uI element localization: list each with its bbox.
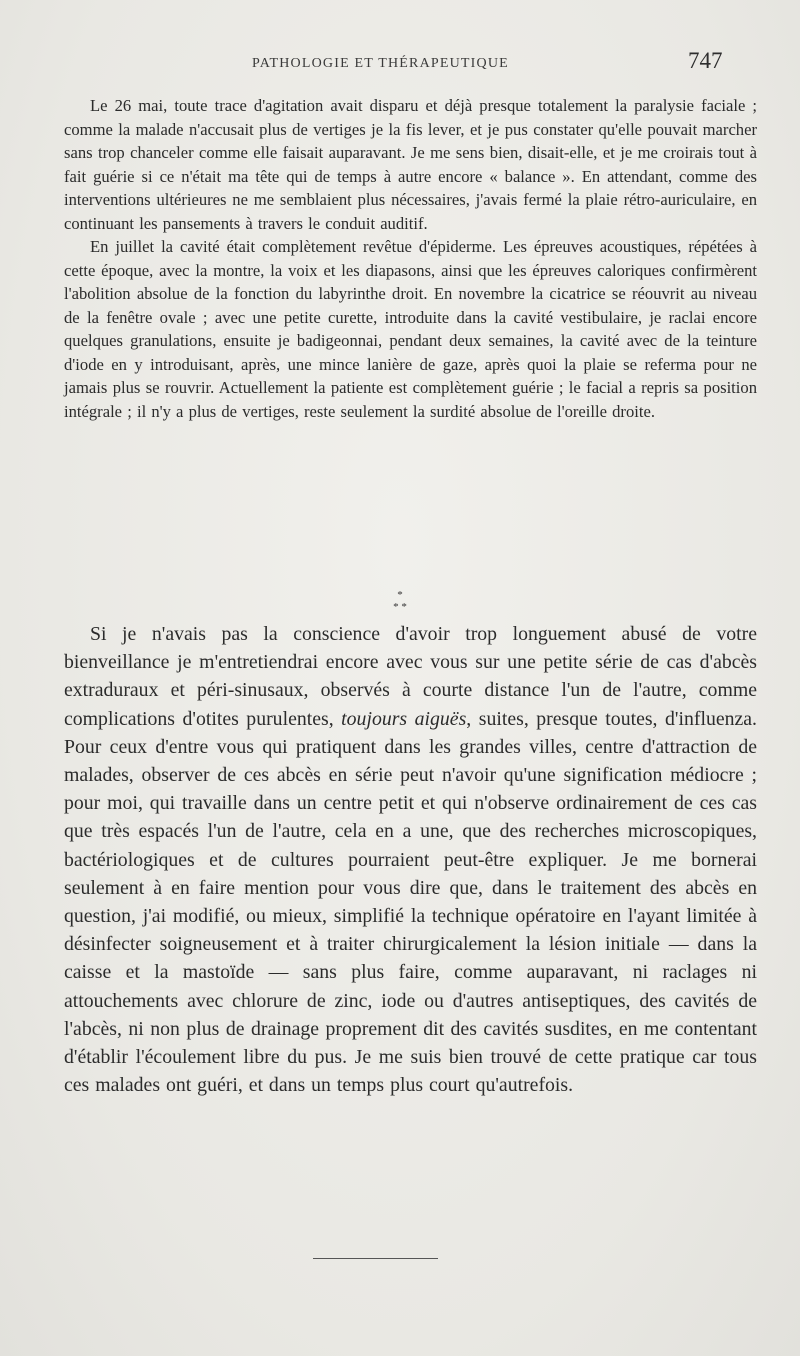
paragraph-abscess-start: Si je n'avais pas la conscience d'avoir trop longuement abusé de votre bienveillance je m'entretiendrai encore avec vous sur une petite série de cas d'abcès extraduraux et péri-sinusaux, observés à courte distance l'un de l'autre, comme complications d'otites purulentes, — [64, 623, 757, 730]
paragraph-abscess-rest: , suites, presque toutes, d'influenza. Pour ceux d'entre vous qui pratiquent dans les grandes villes, centre d'attraction de malades, observer de ces abcès en série peut n'avoir qu'une signification médiocre ; pour moi, qui travaille dans un centre petit et qui n'observe ordinairement de ces cas que très espacés l'un de l'autre, cela en a une, que des recherches microscopiques, bactériologiques et de cultures pourraient peut-être expliquer. Je me bornerai seulement à en faire mention pour vous dire que, dans le traitement des abcès en question, j'ai modifié, ou mieux, simplifié la technique opératoire en l'ayant limitée à désinfecter soigneusement et à traiter chirurgicalement la lésion initiale — dans la caisse et la mastoïde — sans plus faire, comme auparavant, ni raclages ni attouchements avec chlorure de zinc, iode ou d'autres antiseptiques, des cavités de l'abcès, ni non plus de drainage proprement dit des cavités susdites, en me contentant d'établir l'écoulement libre du pus. Je me suis bien trouvé de cette pratique car tous ces malades ont guéri, et dans un temps plus court qu'autrefois. — [64, 707, 758, 1097]
separator-star-top: * — [397, 589, 403, 601]
paragraph-abscess — [64, 620, 757, 1099]
paragraph-july: En juillet la cavité était complètement revêtue d'épiderme. Les épreuves acoustiques, répétées à cette époque, avec la montre, la voix et les diapasons, ainsi que les épreuves caloriques confirmèrent l'abolition absolue de la fonction du labyrinthe droit. En novembre la cicatrice se réouvrit au niveau de la fenêtre ovale ; avec une petite curette, introduite dans la cavité vestibulaire, je raclai encore quelques granulations, ensuite je badigeonnai, pendant deux semaines, la cavité avec de la teinture d'iode en y introduisant, après, une mince lanière de gaze, après quoi la plaie se referma pour ne jamais plus se rouvrir. Actuellement la patiente est complètement guérie ; le facial a repris sa position intégrale ; il n'y a plus de vertiges, reste seulement la surdité absolue de l'oreille droite. — [64, 237, 757, 421]
paragraph-abscess-emphasis: toujours aiguës — [341, 707, 467, 730]
running-title: PATHOLOGIE ET THÉRAPEUTIQUE — [252, 56, 509, 71]
case-report-section — [64, 94, 757, 423]
separator-star-bottom: * * — [393, 601, 407, 613]
page-number: 747 — [688, 48, 723, 73]
abscess-discussion-section — [64, 620, 757, 1099]
end-rule — [313, 1258, 438, 1259]
paragraph-may: Le 26 mai, toute trace d'agitation avait disparu et déjà presque totalement la paralysie faciale ; comme la malade n'accusait plus de vertiges je la fis lever, et je pus constater qu'elle pouvait marcher sans trop chanceler comme elle faisait auparavant. Je me sens bien, disait-elle, et je me croirais tout à fait guérie si ce n'était ma tête qui de temps à autre encore « balance ». En attendant, comme des interventions ultérieures ne me semblaient plus nécessaires, j'avais fermé la plaie rétro-auriculaire, en continuant les pansements à travers le conduit auditif. — [64, 96, 757, 233]
